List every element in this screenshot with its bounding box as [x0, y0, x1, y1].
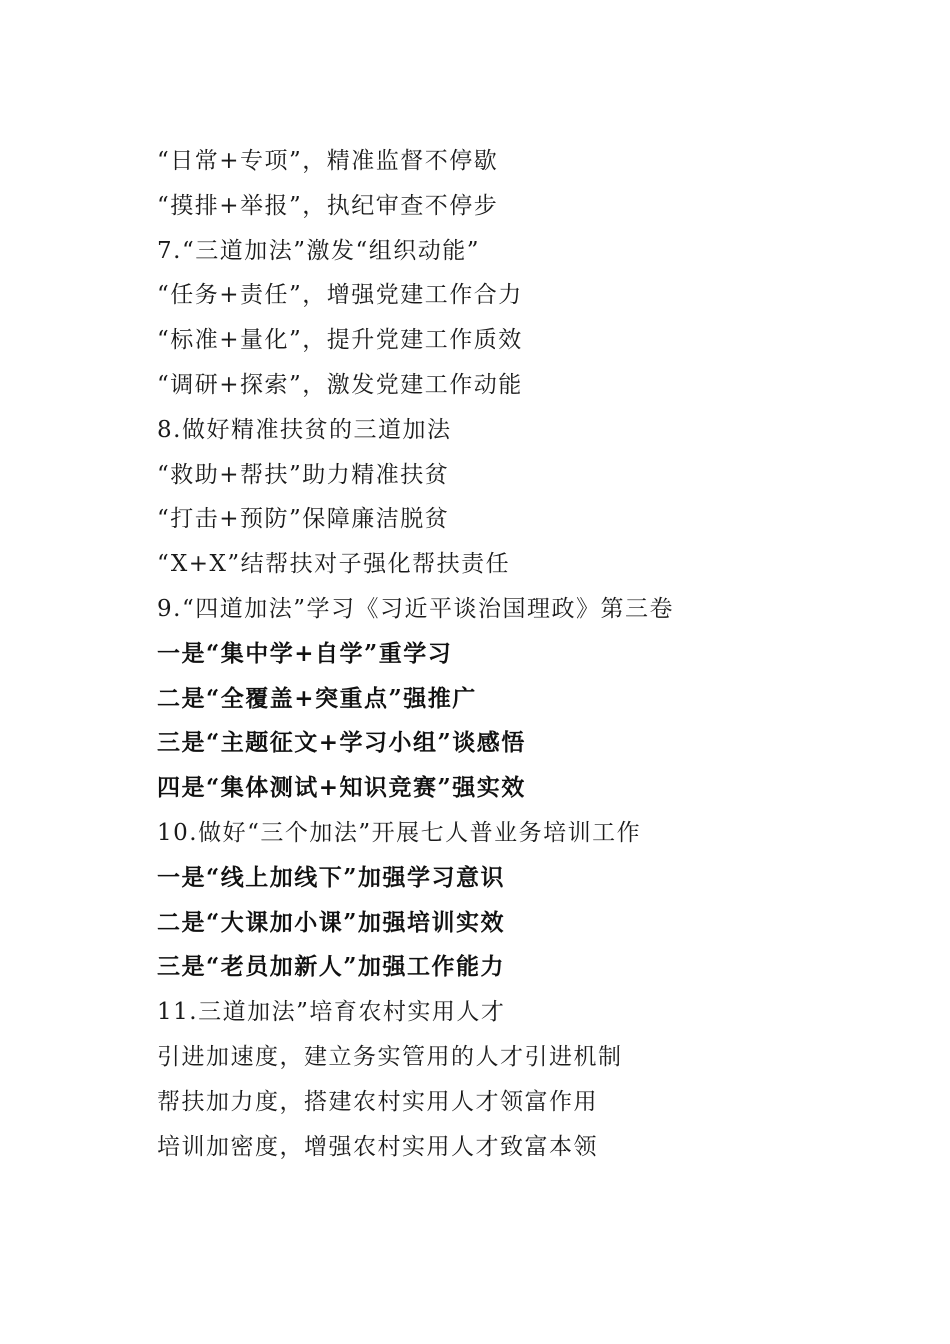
bold-text-line: 二是“大课加小课”加强培训实效 [157, 908, 505, 936]
document-body [157, 139, 897, 1169]
section-heading: 8.做好精准扶贫的三道加法 [157, 416, 452, 443]
text-line: “摸排+举报”，执纪审查不停步 [157, 192, 499, 219]
section-heading: 9.“四道加法”学习《习近平谈治国理政》第三卷 [157, 595, 674, 622]
text-line: “打击+预防”保障廉洁脱贫 [157, 506, 450, 533]
text-line: “任务+责任”，增强党建工作合力 [157, 282, 523, 309]
bold-text-line: 三是“主题征文+学习小组”谈感悟 [157, 729, 526, 757]
bold-text-line: 二是“全覆盖+突重点”强推广 [157, 684, 477, 712]
section-heading: 10.做好“三个加法”开展七人普业务培训工作 [157, 819, 642, 846]
bold-text-line: 一是“集中学+自学”重学习 [157, 639, 453, 667]
section-heading: 7.“三道加法”激发“组织动能” [157, 237, 480, 264]
bold-text-line: 三是“老员加新人”加强工作能力 [157, 953, 505, 981]
bold-text-line: 四是“集体测试+知识竞赛”强实效 [157, 774, 526, 802]
section-heading: 11.三道加法”培育农村实用人才 [157, 999, 506, 1026]
bold-text-line: 一是“线上加线下”加强学习意识 [157, 863, 505, 891]
text-line: 引进加速度，建立务实管用的人才引进机制 [157, 1043, 623, 1070]
text-line: “调研+探索”，激发党建工作动能 [157, 371, 523, 398]
text-line: 培训加密度，增强农村实用人才致富本领 [157, 1133, 598, 1160]
text-line: “日常+专项”，精准监督不停歇 [157, 148, 499, 174]
text-line: “X+X”结帮扶对子强化帮扶责任 [157, 551, 511, 578]
text-line: 帮扶加力度，搭建农村实用人才领富作用 [157, 1088, 598, 1115]
text-line: “救助+帮扶”助力精准扶贫 [157, 461, 450, 488]
text-line: “标准+量化”，提升党建工作质效 [157, 327, 523, 354]
